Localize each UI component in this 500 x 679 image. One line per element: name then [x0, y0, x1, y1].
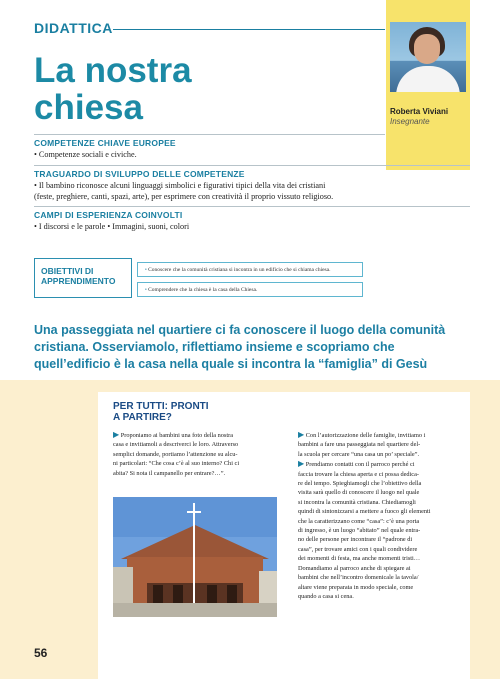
- competence-text: • Il bambino riconosce alcuni linguaggi simbolici e figurativi tipici della vita dei cristiani: [34, 181, 326, 190]
- bullet-icon: •: [145, 268, 147, 273]
- competence-text: • Competenze sociali e civiche.: [34, 150, 137, 159]
- divider: [34, 165, 470, 166]
- objective-item: • Conoscere che la comunità cristiana si incontra in un edificio che si chiama chiesa.: [137, 262, 363, 277]
- author-name: Roberta Viviani: [390, 107, 449, 116]
- title-line-1: La nostra: [34, 51, 192, 90]
- church-photo: [113, 497, 277, 617]
- author-photo: [390, 22, 466, 92]
- header-rule: [113, 29, 385, 30]
- title-line-2: chiesa: [34, 88, 143, 127]
- page-number: 56: [34, 646, 48, 660]
- arrow-icon: ▶: [298, 459, 305, 469]
- article-right-column: ▶ Con l’autorizzazione delle famiglie, invitiamo i bambini a fare una passeggiata nel quartiere del- la scuola per cercare “una casa un po’ speciale”. ▶ Prendiamo contatti con il parroco perché ci faccia trovare la chiesa aperta e ci possa dedica- re del tempo. Spieghiamogli che l’obiettivo della visita sarà quello di conoscere il luogo nel quale si incontra la comunità cristiana. Chiediamogli quindi di sintonizzarsi a mettere a fuoco gli elementi che la caratterizzano come “casa”: c’è una porta di ingresso, è un luogo “abitato” nel quale entra- no delle persone per incontrare il “padrone di casa”, per trovare amici con i quali condividere dei momenti di festa, ma anche momenti tristi… Domandiamo al parroco anche di spiegare ai bambini che nell’incontro domenicale la tavola/ altare viene preparata in modo speciale, come quando a casa si cena.: [298, 430, 431, 600]
- divider: [34, 206, 470, 207]
- divider: [34, 134, 385, 135]
- arrow-icon: ▶: [298, 430, 305, 439]
- competence-heading: COMPETENZE CHIAVE EUROPEE: [34, 138, 176, 148]
- bullet-icon: •: [145, 288, 147, 293]
- competence-text: (feste, preghiere, canti, spazi, arte), per esprimere con creatività il proprio vissuto religioso.: [34, 192, 334, 201]
- section-label: DIDATTICA: [34, 20, 113, 36]
- intro-text: Una passeggiata nel quartiere ci fa conoscere il luogo della comunità cristiana. Osserviamolo, riflettiamo insieme e scopriamo che quell’edificio è la casa nella quale si incontra la “famiglia” di Gesù: [34, 323, 446, 371]
- author-role: Insegnante: [390, 117, 430, 126]
- competence-text: • I discorsi e le parole • Immagini, suoni, colori: [34, 222, 190, 231]
- competence-heading: TRAGUARDO DI SVILUPPO DELLE COMPETENZE: [34, 169, 245, 179]
- page-title: [34, 52, 192, 126]
- arrow-icon: ▶: [113, 430, 120, 439]
- objective-item: • Comprendere che la chiesa è la casa della Chiesa.: [137, 282, 363, 297]
- article-left-column: ▶ Proponiamo ai bambini una foto della nostra casa e invitiamoli a descriverci le loro. Attraverso semplici domande, portiamo l’attenzione su alcu- ni particolari: “Che cosa c’è al suo interno? Chi ci abita? Si nota il campanello per entrare?…”.: [113, 430, 240, 477]
- objectives-label: OBIETTIVI DI APPRENDIMENTO: [41, 266, 116, 286]
- competence-heading: CAMPI DI ESPERIENZA COINVOLTI: [34, 210, 183, 220]
- article-heading: PER TUTTI: PRONTI A PARTIRE?: [113, 401, 209, 423]
